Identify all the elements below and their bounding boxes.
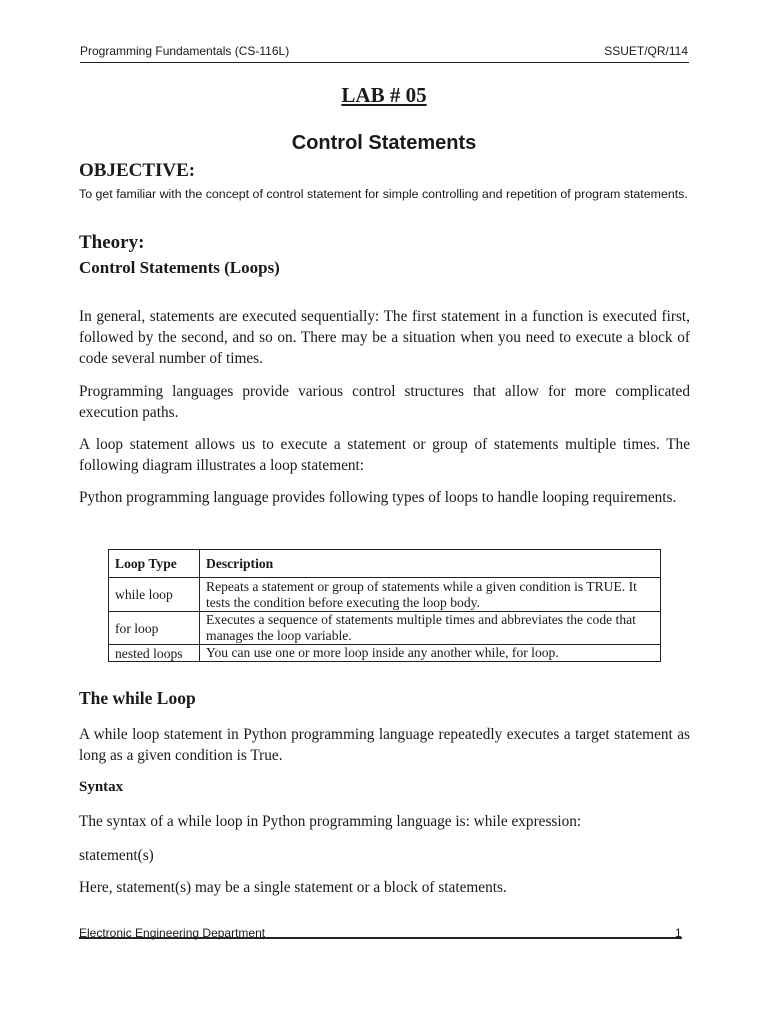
theory-paragraph: A loop statement allows us to execute a statement or group of statements multiple times. The following diagram illustrates a loop statement:	[79, 436, 690, 474]
loop-type-cell: nested loops	[109, 645, 200, 662]
while-loop-paragraph: A while loop statement in Python programming language repeatedly executes a target statement as long as a given condition is True.	[79, 726, 690, 764]
statement-note: Here, statement(s) may be a single statement or a block of statements.	[79, 879, 507, 896]
syntax-paragraph: The syntax of a while loop in Python programming language is: while expression:	[79, 813, 582, 830]
description-cell: Repeats a statement or group of statements while a given condition is TRUE. It tests the condition before executing the loop body.	[200, 578, 661, 612]
table-row	[109, 612, 661, 645]
statement-line: statement(s)	[79, 847, 154, 864]
table-row	[109, 645, 661, 662]
loop-type-cell: for loop	[109, 612, 200, 645]
page-title: Control Statements	[291, 132, 477, 154]
theory-heading: Theory:	[79, 232, 145, 253]
table-row	[109, 578, 661, 612]
objective-text: To get familiar with the concept of control statement for simple controlling and repetition of program statements.	[79, 187, 688, 201]
theory-paragraph: In general, statements are executed sequentially: The first statement in a function is executed first, followed by the second, and so on. There may be a situation when you need to execute a block of code several number of times.	[79, 308, 690, 367]
header-divider	[80, 62, 689, 63]
header-course: Programming Fundamentals (CS-116L)	[80, 44, 290, 58]
theory-paragraph: Programming languages provide various control structures that allow for more complicated execution paths.	[79, 383, 690, 421]
header-doc-code: SSUET/QR/114	[604, 44, 688, 58]
footer-page-number: 1	[675, 926, 682, 940]
table-header-description: Description	[200, 550, 661, 578]
table-header-loop-type: Loop Type	[109, 550, 200, 578]
syntax-heading: Syntax	[79, 779, 124, 795]
table-header-row	[109, 550, 661, 578]
description-cell: You can use one or more loop inside any another while, for loop.	[200, 645, 661, 662]
loop-type-cell: while loop	[109, 578, 200, 612]
control-statements-subheading: Control Statements (Loops)	[79, 258, 280, 277]
while-loop-heading: The while Loop	[79, 688, 196, 708]
theory-paragraph: Python programming language provides following types of loops to handle looping requirements.	[79, 489, 677, 506]
description-cell: Executes a sequence of statements multiple times and abbreviates the code that manages the loop variable.	[200, 612, 661, 645]
loop-types-table	[108, 549, 661, 662]
footer-department: Electronic Engineering Department	[79, 926, 266, 940]
objective-heading: OBJECTIVE:	[79, 160, 196, 181]
footer-divider	[79, 937, 682, 939]
lab-number-title: LAB # 05	[341, 83, 427, 107]
